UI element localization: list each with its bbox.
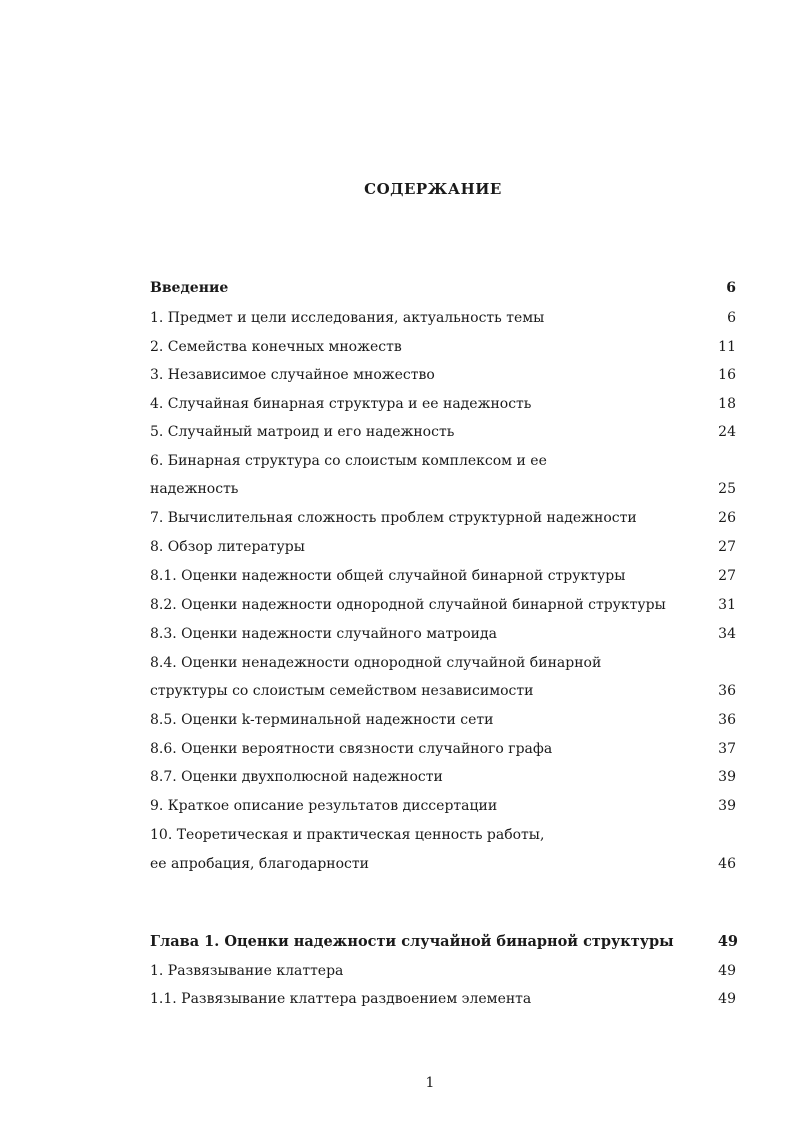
toc-entry-page: 46 [718,856,736,872]
toc-entry [150,855,736,873]
toc-entry-text: 8.2. Оценки надежности однородной случайной бинарной структуры [150,597,666,613]
toc-entry-text: 10. Теоретическая и практическая ценность работы, [150,827,545,843]
toc-entry-page: 27 [718,568,736,584]
toc-entry [150,338,736,356]
toc-entry [150,625,736,643]
toc-entry-introduction [150,279,736,297]
toc-entry-text: 8.1. Оценки надежности общей случайной бинарной структуры [150,568,626,584]
toc-entry [150,826,736,844]
toc-entry [150,567,736,585]
toc-entry-page: 18 [718,396,736,412]
toc-entry-text: 1. Предмет и цели исследования, актуальность темы [150,310,545,326]
toc-entry [150,962,736,980]
toc-entry [150,596,736,614]
toc-entry-page: 37 [718,741,736,757]
toc-entry-text: 6. Бинарная структура со слоистым комплексом и ее [150,453,547,469]
toc-entry-text: 8. Обзор литературы [150,539,305,555]
toc-entry-text: 8.4. Оценки ненадежности однородной случайной бинарной [150,655,602,671]
toc-entry-page: 39 [718,769,736,785]
toc-entry [150,309,736,327]
toc-entry-text: 8.6. Оценки вероятности связности случайного графа [150,741,553,757]
page-title: СОДЕРЖАНИЕ [364,180,502,198]
toc-entry-page: 34 [718,626,736,642]
toc-entry-text: 1. Развязывание клаттера [150,963,344,979]
toc-entry-page: 25 [718,481,736,497]
toc-entry [150,654,736,672]
toc-entry [150,366,736,384]
toc-entry [150,990,736,1008]
toc-entry-text: 8.3. Оценки надежности случайного матроида [150,626,497,642]
toc-entry [150,740,736,758]
toc-entry-page: 49 [718,991,736,1007]
toc-entry [150,768,736,786]
toc-entry-page: 24 [718,424,736,440]
toc-entry [150,682,736,700]
toc-entry-text: структуры со слоистым семейством независимости [150,683,534,699]
toc-entry-page: 16 [718,367,736,383]
toc-entry-text: 2. Семейства конечных множеств [150,339,402,355]
toc-entry-page: 36 [718,712,736,728]
toc-entry-page: 6 [727,310,736,326]
toc-entry-page: 27 [718,539,736,555]
toc-entry-text: 5. Случайный матроид и его надежность [150,424,455,440]
toc-entry [150,509,736,527]
toc-chapter-1 [150,933,738,951]
toc-entry-page: 11 [718,339,736,355]
toc-entry [150,452,736,470]
toc-entry-page: 49 [718,963,736,979]
toc-entry-page: 36 [718,683,736,699]
toc-entry-text: 3. Независимое случайное множество [150,367,435,383]
toc-entry-text: ее апробация, благодарности [150,856,369,872]
toc-entry-page: 26 [718,510,736,526]
toc-entry-page: 49 [717,933,738,950]
toc-entry [150,480,736,498]
toc-entry [150,395,736,413]
toc-entry-text: 1.1. Развязывание клаттера раздвоением элемента [150,991,532,1007]
toc-entry-text: 4. Случайная бинарная структура и ее надежность [150,396,532,412]
toc-entry-text: 7. Вычислительная сложность проблем структурной надежности [150,510,637,526]
toc-entry-page: 6 [726,280,736,296]
toc-entry [150,423,736,441]
toc-entry-text: 8.5. Оценки k-терминальной надежности сети [150,712,494,728]
page-number: 1 [425,1075,435,1091]
toc-entry-text: Глава 1. Оценки надежности случайной бинарной структуры [150,933,674,950]
toc-entry-page: 31 [718,597,736,613]
toc-entry [150,711,736,729]
toc-entry-text: 8.7. Оценки двухполюсной надежности [150,769,443,785]
toc-entry-page: 39 [718,798,736,814]
toc-entry-text: надежность [150,481,239,497]
toc-entry [150,538,736,556]
toc-entry-text: 9. Краткое описание результатов диссертации [150,798,498,814]
toc-entry-text: Введение [150,280,229,296]
toc-entry [150,797,736,815]
